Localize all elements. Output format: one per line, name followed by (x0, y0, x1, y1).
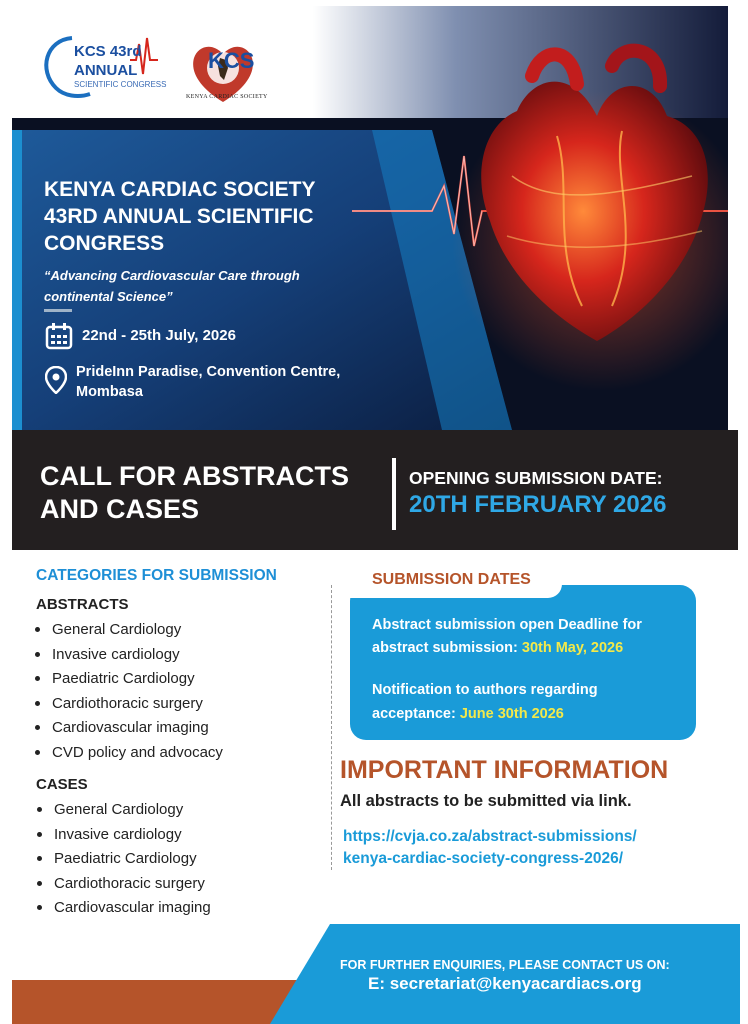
abstract-category: Paediatric Cardiology (52, 670, 195, 687)
location-pin-icon (45, 366, 67, 394)
abstract-category: Cardiothoracic surgery (52, 694, 203, 712)
congress-date: 22nd - 25th July, 2026 (82, 327, 236, 344)
bullet-icon (37, 832, 42, 837)
contact-label: FOR FURTHER ENQUIRIES, PLEASE CONTACT US ON: (340, 958, 670, 972)
important-information-text: All abstracts to be submitted via link. (340, 792, 632, 810)
deadline-line1: Abstract submission open Deadline for (372, 617, 642, 633)
bullet-icon (35, 676, 40, 681)
congress-title: KENYA CARDIAC SOCIETY 43RD ANNUAL SCIENTIFIC CONGRESS (44, 178, 316, 255)
case-category: Cardiothoracic surgery (54, 874, 205, 892)
case-category: Invasive cardiology (54, 825, 182, 843)
abstract-category: General Cardiology (52, 621, 182, 638)
deadline-line2 (372, 637, 623, 659)
bullet-icon (37, 856, 42, 861)
bullet-icon (37, 881, 42, 886)
submission-link[interactable] (343, 826, 723, 870)
submission-link-line2[interactable]: kenya-cardiac-society-congress-2026/ (343, 850, 624, 867)
kcs-43rd-congress-logo (38, 30, 168, 100)
kcs-logo-mark: KCS (208, 48, 255, 73)
categories-heading: CATEGORIES FOR SUBMISSION (36, 567, 277, 584)
bullet-icon (35, 701, 40, 706)
opening-submission-date: 20TH FEBRUARY 2026 (409, 491, 667, 518)
abstracts-heading: ABSTRACTS (36, 596, 129, 613)
list-item (34, 899, 211, 924)
contact-email[interactable]: E: secretariat@kenyacardiacs.org (368, 974, 642, 993)
cases-list (34, 801, 211, 924)
list-item (34, 875, 211, 900)
list-item (32, 719, 223, 744)
deadline-date: 30th May, 2026 (521, 640, 624, 656)
band-divider (392, 458, 396, 530)
list-item (34, 826, 211, 851)
cases-heading: CASES (36, 776, 88, 793)
congress-tagline: “Advancing Cardiovascular Care through continental Science” (44, 268, 300, 304)
list-item (32, 670, 223, 695)
submission-dates-heading: SUBMISSION DATES (372, 571, 531, 588)
column-divider (331, 585, 332, 870)
bullet-icon (35, 627, 40, 632)
deadline-prefix: abstract submission: (372, 640, 518, 656)
kenya-cardiac-society-logo (180, 32, 266, 118)
abstract-category: Cardiovascular imaging (52, 719, 209, 736)
kcs43-logo-line2: ANNUAL (74, 62, 138, 79)
submission-link-line1[interactable]: https://cvja.co.za/abstract-submissions/ (343, 828, 637, 845)
congress-venue: PrideInn Paradise, Convention Centre, Mombasa (76, 364, 341, 400)
calendar-icon (45, 322, 73, 350)
abstracts-list (32, 621, 223, 768)
notification-prefix: acceptance: (372, 706, 456, 722)
important-information-heading: IMPORTANT INFORMATION (340, 756, 669, 784)
list-item (32, 744, 223, 769)
bullet-icon (37, 807, 42, 812)
bullet-icon (35, 750, 40, 755)
list-item (34, 850, 211, 875)
opening-submission-label: OPENING SUBMISSION DATE: (409, 468, 663, 488)
bullet-icon (37, 905, 42, 910)
case-category: Paediatric Cardiology (54, 850, 197, 867)
bullet-icon (35, 725, 40, 730)
heart-emblem-icon (180, 32, 266, 118)
hero-banner (12, 6, 728, 430)
list-item (32, 695, 223, 720)
notification-line1: Notification to authors regarding (372, 682, 598, 698)
case-category: Cardiovascular imaging (54, 899, 211, 916)
list-item (32, 646, 223, 671)
abstract-category: CVD policy and advocacy (52, 743, 223, 761)
call-for-abstracts-title: CALL FOR ABSTRACTS AND CASES (40, 461, 349, 524)
notification-date: June 30th 2026 (459, 706, 564, 722)
case-category: General Cardiology (54, 801, 184, 818)
list-item (34, 801, 211, 826)
call-for-abstracts-band (12, 430, 738, 550)
tagline-rule (44, 309, 72, 312)
bullet-icon (35, 652, 40, 657)
list-item (32, 621, 223, 646)
kcs43-logo-line3: SCIENTIFIC CONGRESS (74, 80, 167, 89)
abstract-category: Invasive cardiology (52, 645, 180, 663)
notification-line2 (372, 703, 564, 725)
kcs-logo-society-text: KENYA CARDIAC SOCIETY (186, 94, 268, 100)
kcs43-logo-line1: KCS 43rd (74, 43, 142, 60)
